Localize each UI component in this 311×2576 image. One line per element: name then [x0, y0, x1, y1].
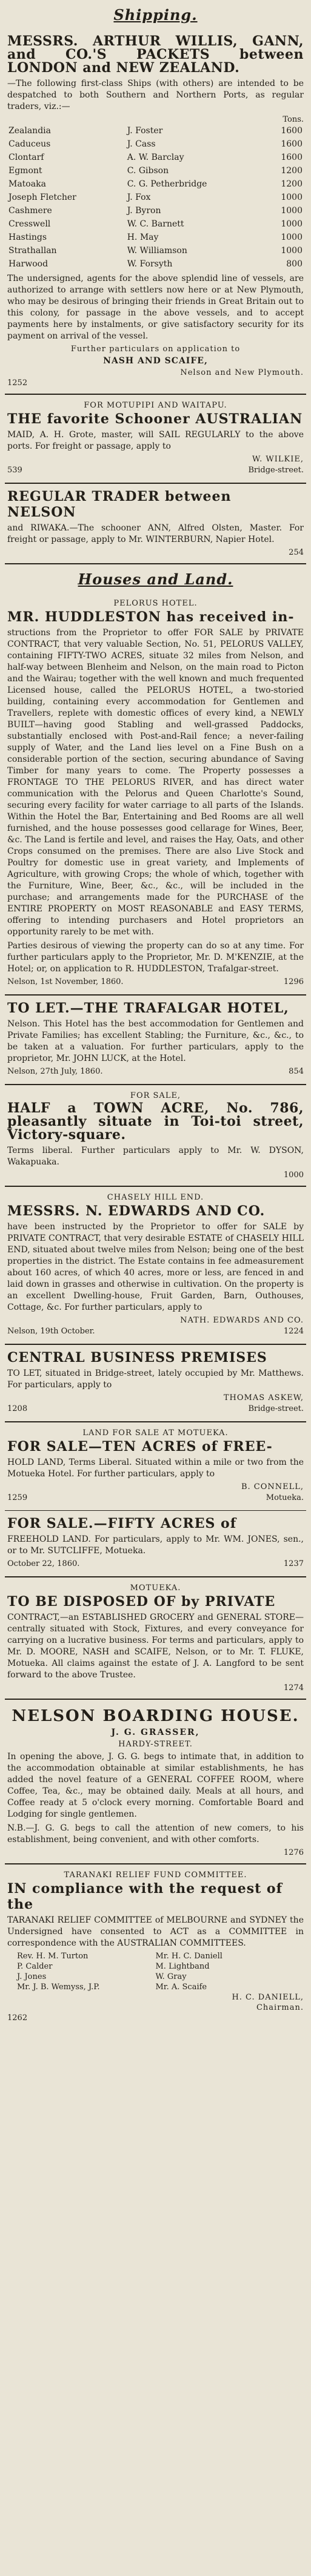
ad-place: Motueka.: [266, 1493, 304, 1502]
ad-lead: FOR SALE—TEN ACRES of FREE-: [7, 1439, 273, 1455]
ad-taranaki-relief: [5, 1864, 306, 2029]
ship-captain: H. May: [127, 233, 159, 242]
ship-captain: J. Cass: [127, 139, 156, 149]
ad-ref-number: 1276: [283, 1848, 304, 1857]
ad-proprietor: J. G. GRASSER,: [111, 1728, 200, 1737]
ship-tons: 1600: [281, 139, 303, 149]
ad-ref-number: 254: [289, 548, 304, 557]
ad-intro: —The following first-class Ships (with others) are intended to be despatched to both Southern and Northern Ports, as regular traders, viz.:—: [7, 79, 304, 111]
ship-name: Zealandia: [8, 126, 51, 136]
ad-body: FREEHOLD LAND. For particulars, apply to Mr. WM. JONES, sen., or to Mr. SUTCLIFFE, Motueka.: [7, 1534, 304, 1556]
ad-motueka-store: [5, 1577, 306, 1700]
committee-member: Rev. H. M. Turton: [17, 1952, 89, 1961]
committee-member: P. Calder: [17, 1962, 53, 1971]
ship-row: [7, 244, 304, 257]
ad-chasely-hill-end: [5, 1187, 306, 1345]
ship-row: [7, 164, 304, 177]
ad-body: MAID, A. H. Grote, master, will SAIL REGULARLY to the above ports. For freight or passage, apply to: [7, 430, 304, 451]
ship-captain: J. Byron: [127, 206, 161, 216]
ad-central-business-premises: [5, 1345, 306, 1422]
ships-table: [7, 124, 304, 271]
ad-chair-role: Chairman.: [256, 2003, 304, 2012]
ad-signature: B. CONNELL,: [241, 1482, 304, 1491]
ad-body: have been instructed by the Proprietor to offer for SALE by PRIVATE CONTRACT, that very desirable ESTATE of CHASELY HILL END, situated about twelve miles from Nelson; being one of the best properties in the district. The Estate contains in fee admeasurement about 160 acres, of which 40 acres, more or less, are fenced in and laid down in grasses and otherwise in cultivation. On the property is an excellent Dwelling-house, Fruit Garden, Barn, Outhouses, Cottage, &c. For further particulars, apply to: [7, 1222, 304, 1312]
ad-header: LAND FOR SALE AT MOTUEKA.: [82, 1428, 229, 1438]
newspaper-column: [5, 5, 306, 2566]
ad-footer: [7, 1559, 304, 1568]
ship-captain: J. Foster: [127, 126, 163, 136]
ship-tons: 1000: [281, 206, 303, 216]
ad-signature-place: Nelson and New Plymouth.: [180, 368, 304, 377]
ad-ref-number: 1296: [283, 977, 304, 986]
ad-pelorus-hotel: [5, 593, 306, 996]
ad-ref-number: 539: [7, 466, 22, 475]
ad-lead: IN compliance with the request of the: [7, 1881, 283, 1912]
ad-header: CHASELY HILL END.: [107, 1193, 204, 1202]
ad-further: Further particulars on application to: [70, 345, 241, 354]
ad-ref-number: 1224: [283, 1327, 304, 1336]
ship-row: [7, 151, 304, 164]
ad-title: [7, 33, 304, 76]
ad-signature: W. WILKIE,: [252, 455, 304, 464]
ad-fifty-acres: [5, 1511, 306, 1577]
committee-member: Mr. J. B. Wemyss, J.P.: [17, 1983, 100, 1992]
ship-captain: C. Gibson: [127, 166, 169, 176]
committee-member: Mr. A. Scaife: [155, 1983, 207, 1992]
ad-nelson-boarding-house: [5, 1700, 306, 1864]
ad-ref-number: 1237: [283, 1559, 304, 1568]
ad-willis-gann-packets: [5, 28, 306, 395]
ad-motueka-land: [5, 1422, 306, 1511]
ad-body: and RIWAKA.—The schooner ANN, Alfred Olsten, Master. For freight or passage, apply to Mr. WINTERBURN, Napier Hotel.: [7, 523, 304, 544]
ad-header: FOR MOTUPIPI AND WAITAPU.: [84, 401, 227, 410]
ad-body: Nelson. This Hotel has the best accommodation for Gentlemen and Private Families; has excellent Stabling; the Furniture, &c., &c., to be taken at a valuation. For further particulars, apply to the proprietor, Mr. JOHN LUCK, at the Hotel.: [7, 1019, 304, 1063]
ad-chair: H. C. DANIELL,: [232, 1993, 304, 2002]
ship-captain: C. G. Petherbridge: [127, 179, 207, 189]
ship-tons: 1000: [281, 246, 303, 256]
ship-name: Hastings: [8, 233, 47, 242]
ship-row: [7, 257, 304, 271]
ad-body: TARANAKI RELIEF COMMITTEE of MELBOURNE and SYDNEY the Undersigned have consented to ACT as a COMMITTEE in correspondence with the AUSTRALIAN COMMITTEES.: [7, 1915, 304, 1948]
ship-name: Egmont: [8, 166, 42, 176]
ship-row: [7, 204, 304, 217]
ad-title: NELSON BOARDING HOUSE.: [12, 1707, 299, 1725]
ship-captain: W. Forsyth: [127, 259, 173, 269]
ship-name: Caduceus: [8, 139, 51, 149]
ad-motupipi-schooner: [5, 395, 306, 484]
ad-lead: REGULAR TRADER between NELSON: [7, 489, 232, 520]
ship-tons: 1600: [281, 126, 303, 136]
ad-ref-number: 1259: [7, 1493, 28, 1502]
ad-body: Terms liberal. Further particulars apply to Mr. W. DYSON, Wakapuaka.: [7, 1146, 304, 1167]
ad-note: N.B.—J. G. G. begs to call the attention of new comers, to his establishment, being convenient, and with other comforts.: [7, 1823, 304, 1844]
ship-captain: A. W. Barclay: [127, 153, 184, 162]
ad-dateline: Nelson, 1st November, 1860.: [7, 977, 124, 986]
ship-name: Harwood: [8, 259, 48, 269]
ad-lead-para: [7, 1100, 304, 1143]
ship-tons: 1200: [281, 179, 303, 189]
ship-name: Cresswell: [8, 219, 51, 229]
ad-dateline: Nelson, 27th July, 1860.: [7, 1067, 103, 1076]
ad-body: The undersigned, agents for the above splendid line of vessels, are authorized to arrange with settlers now here or at New Plymouth, who may be desirous of bringing their friends in Great Britain out to this colony, for passage in the above vessels, and to accept payments here by instalments, or give satisfactory security for its payment on arrival of the vessel.: [7, 274, 304, 341]
ad-lead: THE favorite Schooner AUSTRALIAN: [7, 411, 303, 427]
tons-column-header: Tons.: [283, 115, 304, 124]
ad-header: PELORUS HOTEL.: [113, 599, 198, 608]
ship-tons: 1000: [281, 193, 303, 202]
committee-member: Mr. H. C. Daniell: [155, 1952, 222, 1961]
ship-row: [7, 217, 304, 231]
ship-tons: 1000: [281, 219, 303, 229]
ad-ref-number: 1262: [7, 2013, 28, 2023]
ad-dateline: Nelson, 19th October.: [7, 1327, 95, 1336]
ad-header: MOTUEKA.: [130, 1584, 181, 1593]
ad-lead: HALF a TOWN ACRE, No. 786, pleasantly situate in Toi-toi street, Victory-square.: [7, 1100, 304, 1143]
committee-member: M. Lightband: [155, 1962, 210, 1971]
committee-members: [7, 1952, 304, 1992]
ship-row: [7, 191, 304, 204]
ship-name: Matoaka: [8, 179, 46, 189]
ad-body: CONTRACT,—an ESTABLISHED GROCERY and GENERAL STORE—centrally situated with Stock, Fixtures, and every conveyance for carrying on a lucrative business. For terms and particulars, apply to Mr. D. MOORE, NASH and SCAIFE, Nelson, or to Mr. T. FLUKE, Motueka. All claims against the estate of J. A. Langford to be sent forward to the above Trustee.: [7, 1613, 304, 1680]
ad-lead: TO BE DISPOSED OF by PRIVATE: [7, 1594, 276, 1610]
ad-trafalgar-hotel: [5, 996, 306, 1085]
ad-place: Bridge-street.: [248, 1404, 304, 1413]
ad-ref-number: 854: [289, 1067, 304, 1076]
ad-signature: NATH. EDWARDS AND CO.: [180, 1316, 304, 1325]
ad-body: TO LET, situated in Bridge-street, lately occupied by Mr. Matthews. For particulars, apply to: [7, 1369, 304, 1390]
ad-lead: TO LET.—THE TRAFALGAR HOTEL,: [7, 1000, 289, 1016]
ship-tons: 1200: [281, 166, 303, 176]
ship-row: [7, 177, 304, 191]
ad-body: In opening the above, J. G. G. begs to intimate that, in addition to the accommodation obtainable at similar establishments, he has added the novel feature of a GENERAL COFFEE ROOM, where Coffee, Tea, &c., may be obtained daily. Meals at all hours, and Coffee ready at 5 o'clock every morning. Comfortable Board and Lodging for single gentlemen.: [7, 1752, 304, 1819]
ad-address: HARDY-STREET.: [118, 1740, 193, 1749]
ad-place: Bridge-street.: [248, 466, 304, 475]
ad-body-2: Parties desirous of viewing the property can do so at any time. For further particulars apply to the Proprietor, Mr. D. M'KENZIE, at the Hotel; or, on application to R. HUDDLESTON, Trafalgar-street.: [7, 941, 304, 974]
ad-ref-number: 1252: [7, 378, 28, 388]
ad-footer: [7, 1327, 304, 1336]
ad-footer: [7, 466, 304, 475]
ad-lead: MESSRS. N. EDWARDS AND CO.: [7, 1203, 266, 1219]
ship-captain: J. Fox: [127, 193, 151, 202]
ad-ref-number: 1000: [283, 1171, 304, 1180]
ad-signature: NASH AND SCAIFE,: [103, 356, 208, 366]
ad-ref-number: 1274: [283, 1683, 304, 1693]
ad-header: FOR SALE,: [130, 1091, 181, 1100]
ship-row: [7, 137, 304, 151]
ad-signature: THOMAS ASKEW,: [223, 1393, 304, 1402]
ship-captain: W. Williamson: [127, 246, 187, 256]
ad-lead: CENTRAL BUSINESS PREMISES: [7, 1350, 267, 1366]
ad-ref-number: 1208: [7, 1404, 28, 1413]
ad-title-text: MESSRS. ARTHUR WILLIS, GANN, and CO.'S PACKETS between LONDON and NEW ZEALAND.: [7, 33, 304, 76]
ad-body: HOLD LAND, Terms Liberal. Situated within a mile or two from the Motueka Hotel. For further particulars, apply to: [7, 1458, 304, 1479]
ad-dateline: October 22, 1860.: [7, 1559, 80, 1568]
ad-footer: [7, 1404, 304, 1413]
ship-row: [7, 231, 304, 244]
section-heading-shipping: Shipping.: [113, 6, 198, 24]
ad-half-town-acre: [5, 1085, 306, 1187]
ad-footer: [7, 977, 304, 986]
ship-name: Strathallan: [8, 246, 57, 256]
ship-tons: 1000: [281, 233, 303, 242]
committee-member: J. Jones: [17, 1972, 47, 1981]
ad-lead: FOR SALE.—FIFTY ACRES of: [7, 1516, 237, 1531]
ship-captain: W. C. Barnett: [127, 219, 184, 229]
committee-member: W. Gray: [155, 1972, 187, 1981]
ship-name: Clontarf: [8, 153, 44, 162]
ad-footer: [7, 1067, 304, 1076]
ad-lead: MR. HUDDLESTON has received in-: [7, 609, 295, 625]
ship-name: Joseph Fletcher: [8, 193, 76, 202]
ad-footer: [7, 1493, 304, 1502]
ship-tons: 1600: [281, 153, 303, 162]
section-heading-houses: Houses and Land.: [78, 570, 233, 588]
ship-row: [7, 124, 304, 137]
ad-riwaka-trader: [5, 484, 306, 564]
ad-body: structions from the Proprietor to offer FOR SALE by PRIVATE CONTRACT, that very valuable Section, No. 51, PELORUS VALLEY, containing FIFTY-TWO ACRES, situate 32 miles from Nelson, and half-way between Blenheim and Nelson, on the main road to Picton and the Wairau; together with the well known and much frequented Licensed house, called the PELORUS HOTEL, a two-storied building, containing every accommodation for Gentlemen and Travellers, replete with domestic offices of every kind, a NEWLY BUILT—having good Stabling and well-grassed Paddocks, substantially enclosed with Post-and-Rail fence; a never-failing supply of Water, and the Land lies level on a Fine Bush on a considerable portion of the section, securing abundance of Saving Timber for many years to come. The Property possesses a FRONTAGE TO THE PELORUS RIVER, and has direct water communication with the Pelorus and Queen Charlotte's Sound, securing every facility for water carriage to all parts of the Islands. Within the Hotel the Bar, Entertaining and Bed Rooms are all well furnished, and the house possesses good cellarage for Wines, Beer, &c. The Land is fertile and level, and raises the Hay, Oats, and other Crops consumed on the premises. There are also Live Stock and Poultry for domestic use in great variety, and Implements of Agriculture, with growing Crops; the whole of which, together with the Furniture, Wine, Beer, &c., &c., will be included in the purchase; and arrangements made for the PURCHASE of the ENTIRE PROPERTY on MOST REASONABLE and EASY TERMS, offering to intending purchasers and Hotel proprietors an opportunity rarely to be met with.: [7, 628, 304, 937]
ad-header: TARANAKI RELIEF FUND COMMITTEE.: [64, 1871, 247, 1880]
ship-tons: 800: [286, 259, 303, 269]
ship-name: Cashmere: [8, 206, 52, 216]
